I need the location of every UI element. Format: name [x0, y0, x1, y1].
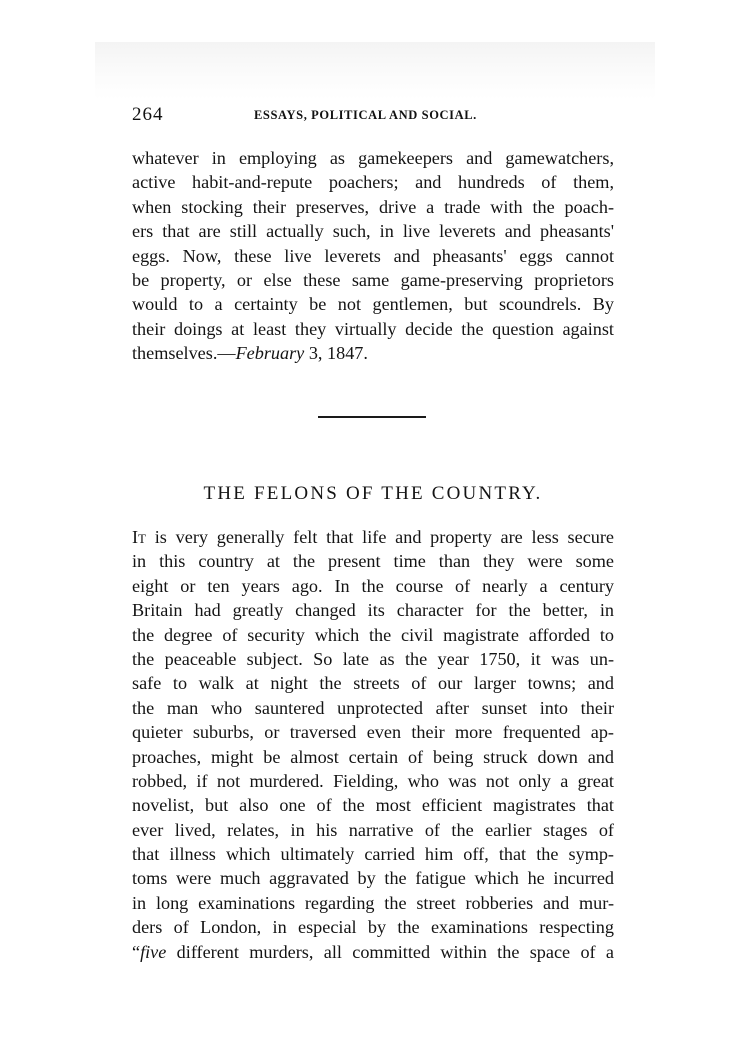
text-line: robbed, if not murdered. Fielding, who was not only a great	[132, 770, 614, 791]
text-line: quieter suburbs, or traversed even their more frequented ap-	[132, 722, 614, 743]
text-line: the degree of security which the civil magistrate afforded to	[132, 624, 614, 645]
first-line-rest: is very generally felt that life and property are less secure	[146, 527, 614, 547]
closing-date-month: February	[235, 343, 305, 364]
text-line: active habit-and-repute poachers; and hundreds of them,	[132, 172, 614, 193]
essay-body	[132, 525, 614, 964]
section-title: THE FELONS OF THE COUNTRY.	[203, 483, 543, 504]
previous-essay-ending	[132, 146, 614, 366]
text-line: Britain had greatly changed its character for the better, in	[132, 600, 614, 621]
closing-text: themselves.—	[132, 343, 236, 364]
closing-line	[132, 341, 614, 365]
text-line: that illness which ultimately carried him off, that the symp-	[132, 844, 614, 865]
opening-word: It	[132, 527, 146, 547]
page-number: 264	[132, 104, 164, 125]
text-line: when stocking their preserves, drive a trade with the poach-	[132, 196, 614, 217]
text-line: ders of London, in especial by the examinations respecting	[132, 917, 614, 938]
text-line: the man who sauntered unprotected after sunset into their	[132, 697, 614, 718]
text-line: whatever in employing as gamekeepers and gamewatchers,	[132, 148, 614, 168]
text-line: eggs. Now, these live leverets and pheasants' eggs cannot	[132, 245, 614, 266]
italic-word: five	[140, 941, 167, 962]
text-line: their doings at least they virtually decide the question against	[132, 318, 614, 339]
scan-shadow	[95, 42, 655, 100]
section-divider	[318, 416, 426, 418]
running-head	[132, 104, 614, 128]
text-line: proaches, might be almost certain of being struck down and	[132, 746, 614, 767]
running-title: ESSAYS, POLITICAL AND SOCIAL.	[254, 108, 477, 122]
text-line: ever lived, relates, in his narrative of the earlier stages of	[132, 819, 614, 840]
text-line: in this country at the present time than they were some	[132, 551, 614, 572]
text-line: ers that are still actually such, in live leverets and pheasants'	[132, 221, 614, 242]
text-line-last	[132, 940, 614, 964]
text-line: would to a certainty be not gentlemen, but scoundrels. By	[132, 294, 614, 315]
open-quote: “	[132, 941, 141, 962]
text-line: eight or ten years ago. In the course of nearly a century	[132, 575, 614, 596]
text-line: safe to walk at night the streets of our larger towns; and	[132, 673, 614, 694]
text-line: the peaceable subject. So late as the year 1750, it was un-	[132, 648, 614, 669]
text-line-first	[132, 525, 614, 549]
text-line: in long examinations regarding the street robberies and mur-	[132, 892, 614, 913]
closing-date-rest: 3, 1847.	[304, 343, 368, 364]
text-line: be property, or else these same game-preserving proprietors	[132, 269, 614, 290]
text-line: novelist, but also one of the most efficient magistrates that	[132, 795, 614, 816]
text-line: toms were much aggravated by the fatigue which he incurred	[132, 868, 614, 889]
last-line-rest: different murders, all committed within the space of a	[166, 941, 614, 962]
